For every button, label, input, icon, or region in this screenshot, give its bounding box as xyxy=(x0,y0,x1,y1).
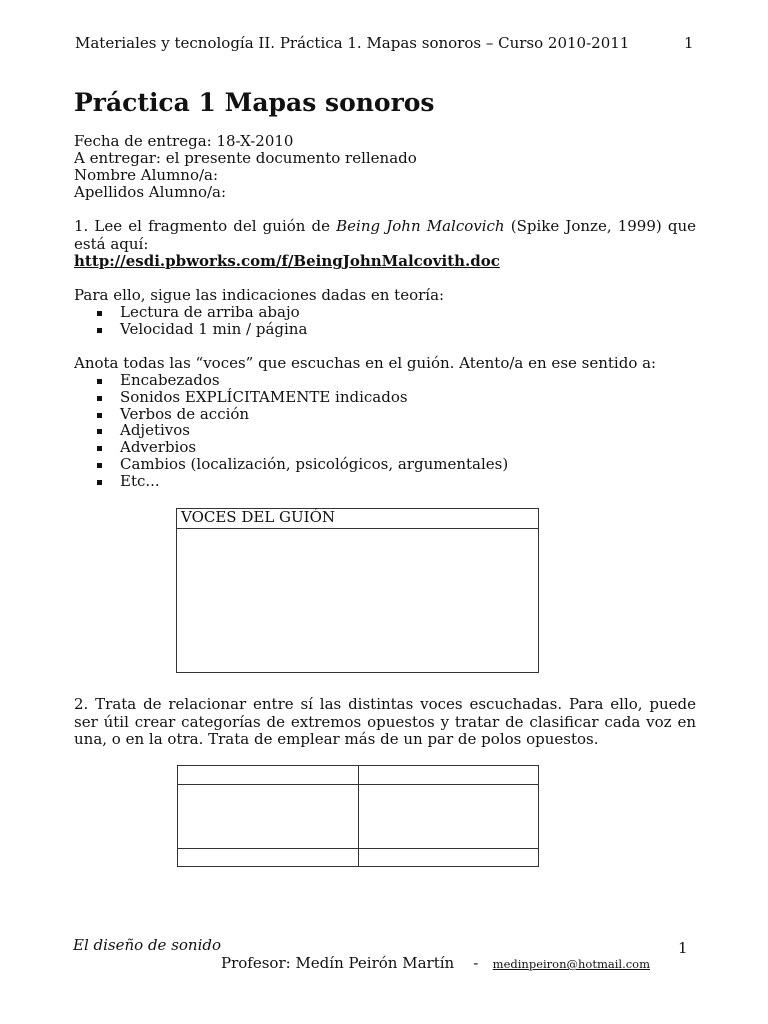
list-item: Cambios (localización, psicológicos, argumentales) xyxy=(74,456,508,473)
list-item: Adjetivos xyxy=(74,422,508,439)
section1-intro-text: 1. Lee el fragmento del guión de xyxy=(74,217,337,235)
opposites-cell-right xyxy=(358,784,539,849)
list-item: Etc... xyxy=(74,473,508,490)
opposites-footer-left xyxy=(177,848,359,867)
opposites-footer-right xyxy=(358,848,539,867)
voices-table-header: VOCES DEL GUIÓN xyxy=(177,509,538,529)
instructions-intro: Para ello, sigue las indicaciones dadas en teoría: xyxy=(74,286,445,304)
voices-table xyxy=(176,508,539,673)
script-link-line xyxy=(74,253,500,270)
running-header: Materiales y tecnología II. Práctica 1. Mapas sonoros – Curso 2010-2011 xyxy=(75,34,630,52)
page-title: Práctica 1 Mapas sonoros xyxy=(74,88,435,117)
footer-professor: Profesor: Medín Peirón Martín xyxy=(221,954,455,972)
instructions-list xyxy=(74,304,307,338)
list-item: Velocidad 1 min / página xyxy=(74,321,307,338)
section2-text: 2. Trata de relacionar entre sí las distintas voces escuchadas. Para ello, puede ser útil crear categorías de extremos opuestos y tratar de clasificar cada voz en una, o en la otra. Trata de emplear más de un par de polos opuestos. xyxy=(74,695,696,748)
footer-course: El diseño de sonido xyxy=(73,936,222,954)
footer-separator: - xyxy=(473,954,479,972)
opposites-header-right xyxy=(358,765,539,785)
student-surname-field: Apellidos Alumno/a: xyxy=(74,183,227,201)
deliverable: A entregar: el presente documento rellenado xyxy=(74,149,417,167)
list-item: Encabezados xyxy=(74,372,508,389)
list-item: Sonidos EXPLÍCITAMENTE indicados xyxy=(74,389,508,406)
due-date: Fecha de entrega: 18-X-2010 xyxy=(74,132,294,150)
script-link[interactable]: http://esdi.pbworks.com/f/BeingJohnMalcovith.doc xyxy=(74,252,500,270)
voices-list xyxy=(74,372,508,490)
voices-intro: Anota todas las “voces” que escuchas en el guión. Atento/a en ese sentido a: xyxy=(74,354,657,372)
list-item: Lectura de arriba abajo xyxy=(74,304,307,321)
film-title: Being John Malcovich xyxy=(336,217,505,235)
header-page-number: 1 xyxy=(684,34,694,52)
opposites-header-left xyxy=(177,765,359,785)
opposites-table xyxy=(177,765,539,867)
footer-email[interactable]: medinpeiron@hotmail.com xyxy=(492,957,650,971)
opposites-cell-left xyxy=(177,784,359,849)
footer-professor-line xyxy=(221,954,650,972)
footer-page-number: 1 xyxy=(678,939,688,957)
student-name-field: Nombre Alumno/a: xyxy=(74,166,219,184)
section1-intro-text-2: (Spike Jonze, 1999) que está aquí: xyxy=(74,217,696,253)
section1-intro xyxy=(74,218,696,253)
list-item: Verbos de acción xyxy=(74,406,508,423)
list-item: Adverbios xyxy=(74,439,508,456)
